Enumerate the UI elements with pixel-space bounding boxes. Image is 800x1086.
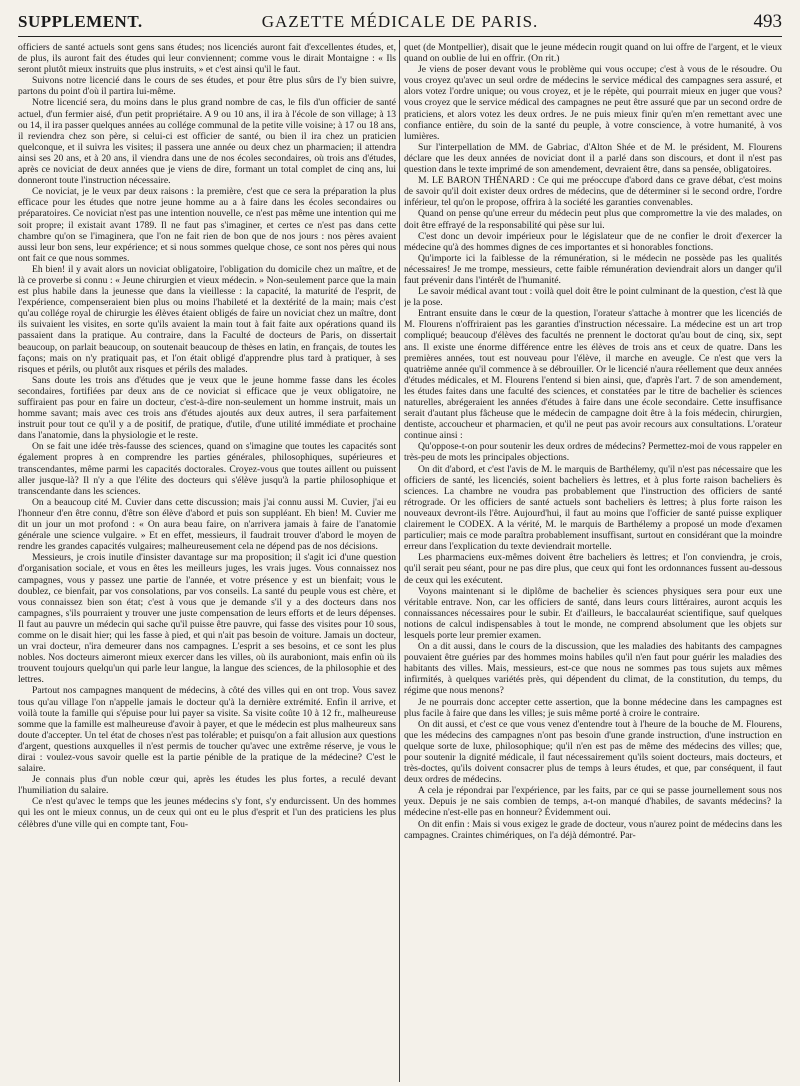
header-rule	[18, 36, 782, 37]
paragraph: Le savoir médical avant tout : voilà quel doit être le point culminant de la question, c'est là que je la pose.	[404, 286, 782, 309]
paragraph: Qu'oppose-t-on pour soutenir les deux ordres de médecins? Permettez-moi de vous rappeler en très-peu de mots les principales objections.	[404, 441, 782, 464]
paragraph: Entrant ensuite dans le cœur de la question, l'orateur s'attache à montrer que les licenciés de M. Flourens n'offriraient pas les garanties d'instruction nécessaire. La médecine est un art trop compliqué; beaucoup d'élèves des facultés ne prennent le doctorat qu'au bout de cinq, six, sept ans. Il existe une énorme différence entre les élèves de trois ans et ceux de quatre. Dans les premières années, tout est nouveau pour l'élève, il marche en aveugle. Ce n'est que vers la quatrième année qu'il commence à se débrouiller. Or le licencié n'aura réellement que deux années d'études médicales, et M. Flourens l'entend si bien ainsi, que, d'après l'art. 7 de son amendement, les études faites dans une faculté des sciences, et constatées par le titre de bachelier ès sciences naturelles, abrégeraient les années d'études à faire dans une école secondaire. Cette insuffisance serait d'autant plus fâcheuse que le médecin de campagne doit être à la fois médecin, chirurgien, dentiste, accoucheur et pharmacien, et qu'il ne peut pas avoir recours aux consultations. L'orateur continue ainsi :	[404, 308, 782, 442]
paragraph: quet (de Montpellier), disait que le jeune médecin rougit quand on lui offre de l'argent, et le vieux quand on oublie de lui en offrir. (On rit.)	[404, 42, 782, 65]
paragraph: Suivons notre licencié dans le cours de ses études, et pour être plus sûrs de l'y bien suivre, partons du point d'où il partira lui-même.	[18, 75, 396, 98]
paragraph: Eh bien! il y avait alors un noviciat obligatoire, l'obligation du domicile chez un maître, et de là ce proverbe si connu : « Jeune chirurgien et vieux médecin. » Non-seulement parce que la main est plus habile dans la jeunesse que dans la vieillesse : la capacité, la maturité de l'esprit, de l'expérience, compenseraient bien plus ou moins l'habileté et la dextérité de la main; mais c'est qu'au collége royal de chirurgie les élèves étaient obligés de faire un noviciat chez un maître, dont ils suivaient les visites, en sorte qu'ils avaient la main tout à fait faite aux opérations quand ils passaient dans la pratique. Au contraire, dans la Faculté de docteurs de Paris, on dissertait beaucoup, on parlait beaucoup, on soutenait beaucoup de thèses en latin, en français, de toutes les façons; mais on n'y pratiquait pas, et l'on était obligé d'apprendre plus tard à pratiquer, à ses risques et périls, ou plutôt aux risques et périls des malades.	[18, 263, 396, 375]
masthead	[18, 10, 782, 36]
column-divider	[399, 40, 400, 1082]
paragraph: officiers de santé actuels sont gens sans études; nos licenciés auront fait d'excellentes études, et, de plus, ils auront fait des études qui leur conviennent; comme vous le dirait Montaigne : « Ils seront plutôt mieux instruits que plus instruits, » et c'est ainsi qu'il le faut.	[18, 42, 396, 76]
paragraph: Sans doute les trois ans d'études que je veux que le jeune homme fasse dans les écoles secondaires, fortifiées par deux ans de ce noviciat si efficace que je veux obligatoire, ne suffiraient pas pour en faire un docteur, c'est-à-dire non-seulement un homme instruit, mais un homme savant; mais avec ces trois ans d'études ajoutés aux deux autres, il sera parfaitement instruit pour tout ce qu'il y a de positif, de pratique, d'utile, d'une utilité immédiate et prochaine dans l'anatomie, dans la physiologie et le reste.	[18, 374, 396, 442]
paragraph: On dit d'abord, et c'est l'avis de M. le marquis de Barthélemy, qu'il n'est pas nécessaire que les officiers de santé, les licenciés, soient bacheliers ès lettres, et à plus forte raison bacheliers ès sciences. La chambre ne voudra pas probablement que l'instruction des officiers de santé rétrograde. Or les officiers de santé actuels sont bacheliers ès lettres; à plus forte raison les nouveaux devront-ils l'être. Aujourd'hui, il faut au moins que l'officier de santé puisse expliquer clairement le CODEX. A la vérité, M. le marquis de Barthélemy a proposé un mode d'examen particulier; mais ce mode paraîtra probablement insuffisant, surtout en considérant que la moindre erreur dans l'explication du texte deviendrait mortelle.	[404, 463, 782, 553]
paragraph: Notre licencié sera, du moins dans le plus grand nombre de cas, le fils d'un officier de santé actuel, d'un fermier aisé, d'un petit propriétaire. A 9 ou 10 ans, il ira à l'école de son village; à 13 ou 14, il ira passer quelques années au collége communal de la petite ville voisine; à 17 ou 18 ans, il reviendra chez son père, si celui-ci est officier de santé, ou bien il ira chez un praticien quelconque, et il suivra les visites; il passera une année ou deux chez un pharmacien; il attendra ainsi ses 20 ans, et à 20 ans, il viendra dans une de nos écoles secondaires, où trois ans d'études, après ce noviciat de deux années que je viens de dire, formant un total complet de cinq ans, lui donneront toute l'instruction nécessaire.	[18, 97, 396, 187]
paragraph: Ce n'est qu'avec le temps que les jeunes médecins s'y font, s'y endurcissent. Un des hommes qui les ont le mieux connus, un de ceux qui ont eu le plus d'esprit et l'un des praticiens les plus célèbres d'une ville qui en compte tant, Fou-	[18, 796, 396, 830]
paragraph: On se fait une idée très-fausse des sciences, quand on s'imagine que toutes les capacités sont également propres à en comprendre les parties générales, philosophiques, supérieures et transcendantes, même parmi les capacités doctorales. Croyez-vous que toutes aillent ou puissent aller jusque-là? Il n'y a que l'élite des docteurs qui s'élève jusqu'à la partie philosophique et transcendante dans les sciences.	[18, 441, 396, 497]
page-number: 493	[753, 11, 782, 32]
journal-title: GAZETTE MÉDICALE DE PARIS.	[261, 12, 539, 31]
paragraph: Je ne pourrais donc accepter cette assertion, que la bonne médecine dans les campagnes est plus facile à faire que dans les villes; je suis même porté à croire le contraire.	[404, 696, 782, 719]
paragraph: On a dit aussi, dans le cours de la discussion, que les maladies des habitants des campagnes pouvaient être guéries par des hommes moins habiles qu'il n'en faut pour guérir les maladies des habitants des villes. Mais, messieurs, est-ce que nous ne sommes pas tous sujets aux mêmes infirmités, à quelques variétés près, qui dépendent du climat, de la constitution, du temps, du régime que nous menons?	[404, 641, 782, 697]
paragraph: Ce noviciat, je le veux par deux raisons : la première, c'est que ce sera la préparation la plus efficace pour les études que notre jeune homme au a à faire dans les écoles secondaires ou préparatoires. Ce noviciat n'est pas une intention nouvelle, ce n'est pas même une intention qui me soit propre; il existait avant 1789. Il ne faut pas s'imaginer, et certes ce n'est pas dans cette chambre qu'on se l'imaginera, que l'on ne fait rien de bon que de nos jours : nos pères avaient aussi leur bon sens, leur expérience; et si nous sommes quelque chose, ce sont nos pères qui nous ont fait ce que nous sommes.	[18, 186, 396, 264]
right-column	[404, 42, 782, 1082]
paragraph: Les pharmaciens eux-mêmes doivent être bacheliers ès lettres; et l'on conviendra, je crois, qu'il serait peu séant, pour ne pas dire plus, que ceux qui font les ordonnances fussent au-dessous de ceux qui les exécutent.	[404, 552, 782, 586]
left-column	[18, 42, 396, 1082]
paragraph: On dit enfin : Mais si vous exigez le grade de docteur, vous n'aurez point de médecins dans les campagnes. Craintes chimériques, on l'a déjà démontré. Par-	[404, 818, 782, 841]
paragraph: Partout nos campagnes manquent de médecins, à côté des villes qui en ont trop. Vous savez tous qu'au village l'on n'appelle jamais le docteur qu'à la dernière extrémité. Enfin il arrive, et voilà toute la famille qui s'épuise pour lui payer sa visite. Sa visite coûte 10 à 12 fr., malheureuse somme que la famille est malheureuse d'avoir à payer, et que le médecin est plus malheureux sans doute d'accepter. Un tel état de choses n'est pas tolérable; et puisqu'on a fait allusion aux questions d'argent, questions auxquelles il n'est permis de toucher qu'avec une extrême réserve, je vous le dirai : voulez-vous savoir quelle est la partie pénible de la pratique de la médecine? C'est le salaire.	[18, 685, 396, 775]
paragraph: Je connais plus d'un noble cœur qui, après les études les plus fortes, a reculé devant l'humiliation du salaire.	[18, 774, 396, 797]
paragraph: Je viens de poser devant vous le problème qui vous occupe; c'est à vous de le résoudre. Ou vous croyez qu'avec un seul ordre de médecins le service médical des campagnes sera assuré, et alors votez l'ordre unique; ou vous croyez, et je le répète, qui pourrait mieux en juger que vous? vous croyez que le service médical des campagnes ne peut être assuré que par un second ordre de praticiens, et alors votez les deux ordres. Je ne puis mieux finir qu'en m'en remettant avec une confiance entière, du soin de la santé du peuple, à votre conscience, à votre humanité, à vos lumières.	[404, 64, 782, 142]
paragraph: On a beaucoup cité M. Cuvier dans cette discussion; mais j'ai connu aussi M. Cuvier, j'ai eu l'honneur d'en être connu, d'être son élève d'abord et puis son suppléant. Eh bien! M. Cuvier me dit un jour un mot profond : « On aura beau faire, on n'arrivera jamais à faire de l'anatomie générale une science vulgaire. » Et en effet, messieurs, il faudrait trouver d'abord le moyen de rendre les grandes capacités vulgaires; malheureusement cela ne dépend pas de nos décisions.	[18, 496, 396, 553]
paragraph: Sur l'interpellation de MM. de Gabriac, d'Alton Shée et de M. le président, M. Flourens déclare que les deux années de noviciat dont il a parlé dans son discours, et dont il n'est pas question dans le texte imprimé de son amendement, devraient être, dans sa pensée, obligatoires.	[404, 141, 782, 176]
paragraph: Voyons maintenant si le diplôme de bachelier ès sciences physiques sera pour eux une véritable entrave. Non, car les officiers de santé, dans leurs cours littéraires, auront acquis les connaissances nécessaires pour le subir. Et d'ailleurs, le baccalauréat scientifique, sauf quelques notions de calcul indispensables à tout le monde, ne comprend absolument que les objets sur lesquels porte leur premier examen.	[404, 585, 782, 641]
supplement-label: SUPPLEMENT.	[18, 12, 143, 31]
paragraph: A cela je répondrai par l'expérience, par les faits, par ce qui se passe journellement sous nos yeux. Depuis je ne sais combien de temps, a-t-on manqué d'habiles, de savants médecins? la médecine n'est-elle pas en honneur? Évidemment oui.	[404, 785, 782, 819]
paragraph: Messieurs, je crois inutile d'insister davantage sur ma proposition; il s'agit ici d'une question d'organisation sociale, et vous en êtes les meilleurs juges, les vrais juges. Vous connaissez nos campagnes, vous y passez une partie de l'année, et votre présence y est un bienfait; vous le doublez, ce bienfait, par vos consolations, par vos conseils. La santé du peuple vous est chère, et vous connaissez bien son état; c'est à vous que je demande s'il y a des docteurs dans nos campagnes, s'ils pourraient y trouver une juste compensation de leurs efforts et de leurs dépenses. Il faut au pauvre un médecin qui sache qu'il puisse être pauvre, qui fasse des visites pour 10 sous, comme on le disait hier; qui les fasse à pied, et qui n'ait pas besoin de voiture. Jamais un docteur, un vrai docteur, n'ira demeurer dans nos campagnes. L'esprit a ses besoins, et ce sont les plus nobles. Nos docteurs aimeront mieux exercer dans les villes, où ils auraboniont, mais enfin où ils trouvent toujours quelqu'un qui parle leur langue, la langue des sciences, de la philosophie et des lettres.	[18, 552, 396, 686]
paragraph: M. LE BARON THÉNARD : Ce qui me préoccupe d'abord dans ce grave débat, c'est moins de savoir qu'il doit exister deux ordres de médecins, que de déterminer si le second ordre, l'ordre inférieur, tel qu'on le propose, offrira à la société les garanties convenables.	[404, 175, 782, 209]
paragraph: C'est donc un devoir impérieux pour le législateur que de ne confier le droit d'exercer la médecine qu'à des hommes dignes de ces importantes et si honorables fonctions.	[404, 230, 782, 253]
paragraph: Qu'importe ici la faiblesse de la rémunération, si le médecin ne possède pas les qualités nécessaires! Je me trompe, messieurs, cette faible rémunération deviendrait alors un danger qu'il faut prévenir dans l'intérêt de l'humanité.	[404, 252, 782, 286]
paragraph: Quand on pense qu'une erreur du médecin peut plus que compromettre la vie des malades, on doit être effrayé de la responsabilité qui pèse sur lui.	[404, 208, 782, 231]
paragraph: On dit aussi, et c'est ce que vous venez d'entendre tout à l'heure de la bouche de M. Flourens, que les médecins des campagnes n'ont pas besoin d'une grande instruction, d'une instruction en quelque sorte de luxe, philosophique; qu'il n'en est pas de même des médecins des villes; que, pour soutenir la dignité médicale, il faut nécessairement qu'ils soient docteurs, mais docteurs, et très-doctes, qu'ils doivent consacrer plus de temps à leurs études, et que, par conséquent, il faut deux ordres de médecins.	[404, 718, 782, 786]
